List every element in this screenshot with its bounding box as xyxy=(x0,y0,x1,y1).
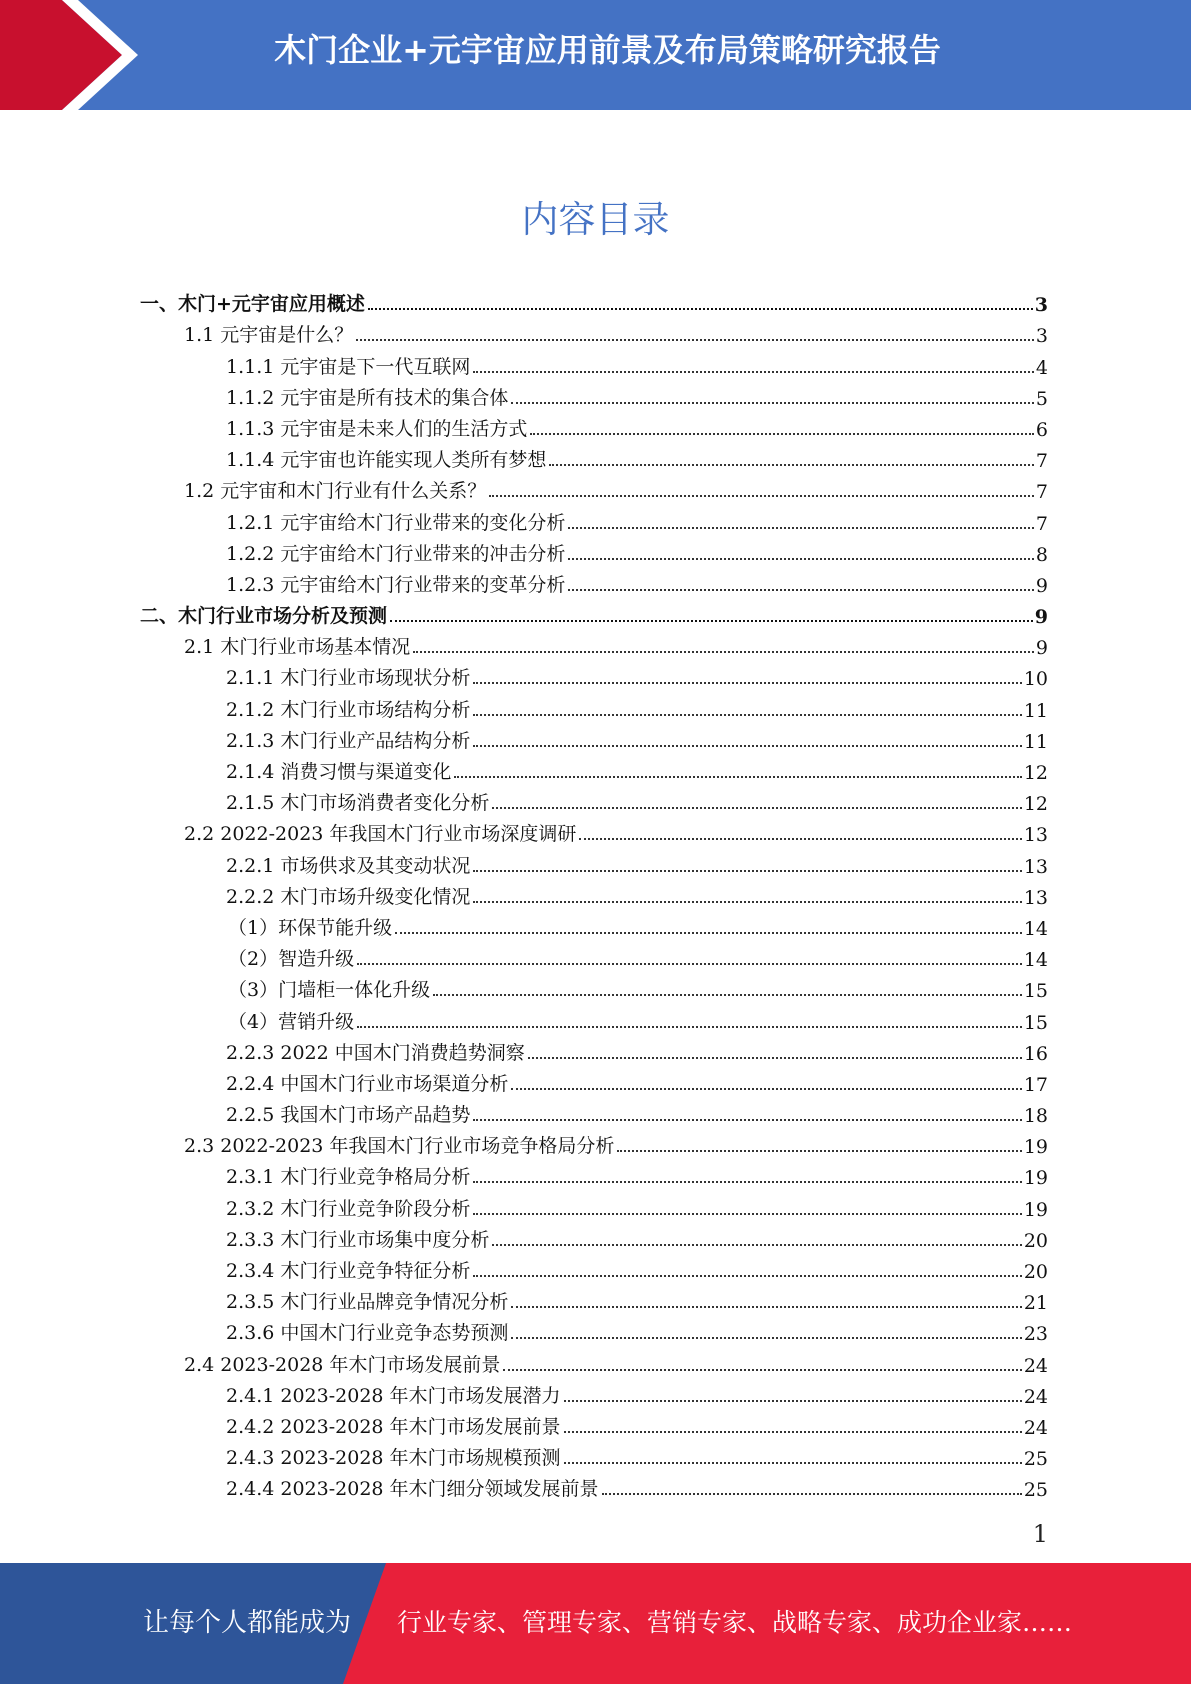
toc-entry-page: 11 xyxy=(1023,699,1048,722)
toc-entry[interactable] xyxy=(140,316,1048,347)
toc-entry-page: 10 xyxy=(1023,668,1048,691)
toc-entry-page: 6 xyxy=(1035,418,1048,441)
toc-entry-page: 19 xyxy=(1023,1198,1048,1221)
toc-entry-label: （1）环保节能升级 xyxy=(228,916,393,939)
toc-entry[interactable] xyxy=(140,1158,1048,1189)
toc-dot-leader xyxy=(473,1119,1021,1121)
footer-slogan-left: 让每个人都能成为 xyxy=(143,1608,352,1638)
toc-entry-page: 14 xyxy=(1023,917,1048,940)
toc-dot-leader xyxy=(489,495,1034,497)
toc-dot-leader xyxy=(473,371,1034,373)
toc-entry-page: 5 xyxy=(1035,387,1048,410)
toc-dot-leader xyxy=(528,1057,1022,1059)
toc-entry-label: 2.2.1 市场供求及其变动状况 xyxy=(226,854,471,877)
toc-entry[interactable] xyxy=(140,940,1048,971)
toc-entry-label: 2.1 木门行业市场基本情况 xyxy=(184,636,411,659)
toc-entry[interactable] xyxy=(140,722,1048,753)
toc-dot-leader xyxy=(357,1026,1022,1028)
toc-entry-label: 2.2 2022-2023 年我国木门行业市场深度调研 xyxy=(184,823,577,846)
toc-entry-page: 20 xyxy=(1023,1261,1048,1283)
toc-entry-page: 23 xyxy=(1023,1323,1048,1346)
toc-dot-leader xyxy=(433,994,1022,996)
toc-dot-leader xyxy=(473,1213,1021,1215)
toc-dot-leader xyxy=(492,1244,1021,1246)
toc-entry-label: 1.2.3 元宇宙给木门行业带来的变革分析 xyxy=(226,573,566,596)
toc-entry-label: 2.4.3 2023-2028 年木门市场规模预测 xyxy=(226,1447,561,1470)
toc-entry-page: 9 xyxy=(1035,637,1048,660)
toc-entry[interactable] xyxy=(140,347,1048,378)
toc-entry-page: 14 xyxy=(1023,949,1048,972)
toc-dot-leader xyxy=(530,433,1034,435)
toc-entry-label: 2.4.2 2023-2028 年木门市场发展前景 xyxy=(226,1415,561,1438)
toc-entry-label: 2.3.4 木门行业竞争特征分析 xyxy=(226,1260,471,1282)
toc-entry-label: 2.2.2 木门市场升级变化情况 xyxy=(226,885,471,908)
toc-dot-leader xyxy=(473,745,1021,747)
toc-entry[interactable] xyxy=(140,1065,1048,1096)
toc-dot-leader xyxy=(564,1431,1022,1433)
toc-entry-label: （2）智造升级 xyxy=(228,948,355,971)
toc-dot-leader xyxy=(473,1181,1021,1183)
toc-entry-label: 2.1.2 木门行业市场结构分析 xyxy=(226,698,471,721)
toc-entry-page: 19 xyxy=(1023,1136,1048,1159)
toc-entry[interactable] xyxy=(140,597,1048,628)
toc-entry-label: 1.1.2 元宇宙是所有技术的集合体 xyxy=(226,386,509,409)
toc-dot-leader xyxy=(473,682,1021,684)
toc-entry[interactable] xyxy=(140,1221,1048,1252)
toc-entry-label: 2.4 2023-2028 年木门市场发展前景 xyxy=(184,1353,501,1376)
toc-entry[interactable] xyxy=(140,628,1048,659)
toc-entry-label: 2.3.3 木门行业市场集中度分析 xyxy=(226,1228,490,1251)
toc-dot-leader xyxy=(357,963,1022,965)
toc-entry-label: 2.1.1 木门行业市场现状分析 xyxy=(226,667,471,690)
toc-entry[interactable] xyxy=(140,1470,1048,1501)
toc-dot-leader xyxy=(602,1493,1022,1495)
toc-entry-page: 12 xyxy=(1023,762,1048,784)
toc-entry[interactable] xyxy=(140,535,1048,566)
toc-dot-leader xyxy=(511,402,1034,404)
toc-entry[interactable] xyxy=(140,1252,1048,1283)
toc-entry-page: 3 xyxy=(1035,325,1048,348)
toc-entry[interactable] xyxy=(140,1314,1048,1345)
toc-entry-label: 1.1 元宇宙是什么？ xyxy=(184,324,354,347)
toc-entry-page: 9 xyxy=(1035,574,1048,597)
toc-entry-label: 2.1.5 木门市场消费者变化分析 xyxy=(226,792,490,815)
toc-entry[interactable] xyxy=(140,503,1048,534)
toc-entry[interactable] xyxy=(140,1377,1048,1408)
report-footer xyxy=(0,1563,1191,1684)
toc-entry-page: 13 xyxy=(1023,855,1048,878)
toc-dot-leader xyxy=(511,1088,1021,1090)
toc-entry-label: 1.2.2 元宇宙给木门行业带来的冲击分析 xyxy=(226,542,566,565)
toc-entry-label: 2.3.2 木门行业竞争阶段分析 xyxy=(226,1197,471,1220)
toc-dot-leader xyxy=(356,339,1034,341)
toc-entry-page: 7 xyxy=(1035,481,1048,504)
toc-entry[interactable] xyxy=(140,1189,1048,1220)
toc-entry-page: 12 xyxy=(1023,793,1048,816)
toc-entry[interactable] xyxy=(140,909,1048,940)
toc-entry-page: 13 xyxy=(1023,824,1048,847)
toc-entry-page: 15 xyxy=(1023,980,1048,1003)
toc-entry-label: 一、木门+元宇宙应用概述 xyxy=(140,293,365,316)
footer-slogan-right: 行业专家、管理专家、营销专家、战略专家、成功企业家…… xyxy=(397,1608,1073,1637)
toc-entry-page: 19 xyxy=(1023,1167,1048,1190)
toc-entry-page: 24 xyxy=(1023,1416,1048,1439)
toc-entry-page: 13 xyxy=(1023,886,1048,909)
toc-entry[interactable] xyxy=(140,1345,1048,1376)
toc-entry-label: 1.2 元宇宙和木门行业有什么关系？ xyxy=(184,480,487,503)
toc-entry[interactable] xyxy=(140,1439,1048,1470)
toc-entry-page: 24 xyxy=(1023,1385,1048,1408)
toc-entry[interactable] xyxy=(140,846,1048,877)
toc-entry-label: 2.4.4 2023-2028 年木门细分领域发展前景 xyxy=(226,1478,599,1501)
toc-entry-page: 7 xyxy=(1035,512,1048,535)
toc-entry[interactable] xyxy=(140,659,1048,690)
toc-entry-page: 8 xyxy=(1035,543,1048,566)
toc-dot-leader xyxy=(473,714,1021,716)
toc-dot-leader xyxy=(395,932,1022,934)
toc-entry-label: 2.3.5 木门行业品牌竞争情况分析 xyxy=(226,1291,509,1314)
toc-entry[interactable] xyxy=(140,285,1048,316)
toc-entry-label: 2.3 2022-2023 年我国木门行业市场竞争格局分析 xyxy=(184,1135,615,1158)
toc-entry[interactable] xyxy=(140,379,1048,410)
toc-dot-leader xyxy=(579,838,1021,840)
toc-entry-label: 二、木门行业市场分析及预测 xyxy=(140,605,388,628)
toc-entry[interactable] xyxy=(140,878,1048,909)
toc-entry[interactable] xyxy=(140,690,1048,721)
toc-entry[interactable] xyxy=(140,784,1048,815)
toc-entry[interactable] xyxy=(140,1002,1048,1033)
toc-entry-label: 2.1.3 木门行业产品结构分析 xyxy=(226,729,471,752)
toc-entry[interactable] xyxy=(140,971,1048,1002)
toc-entry-page: 7 xyxy=(1035,450,1048,473)
toc-entry[interactable] xyxy=(140,1283,1048,1314)
toc-entry-page: 11 xyxy=(1023,730,1048,753)
toc-entry-page: 24 xyxy=(1023,1354,1048,1377)
toc-entry-label: 2.2.5 我国木门市场产品趋势 xyxy=(226,1104,471,1127)
toc-dot-leader xyxy=(473,901,1021,903)
toc-dot-leader xyxy=(503,1369,1021,1371)
toc-entry-label: 2.3.1 木门行业竞争格局分析 xyxy=(226,1166,471,1189)
toc-dot-leader xyxy=(564,1400,1022,1402)
toc-entry-label: 1.1.4 元宇宙也许能实现人类所有梦想 xyxy=(226,449,547,472)
toc-entry[interactable] xyxy=(140,441,1048,472)
toc-dot-leader xyxy=(511,1337,1021,1339)
toc-entry-label: （4）营销升级 xyxy=(228,1010,355,1033)
toc-dot-leader xyxy=(568,558,1034,560)
toc-entry[interactable] xyxy=(140,472,1048,503)
toc-entry-page: 20 xyxy=(1023,1229,1048,1252)
toc-entry-label: 1.2.1 元宇宙给木门行业带来的变化分析 xyxy=(226,511,566,534)
toc-entry-label: 1.1.3 元宇宙是未来人们的生活方式 xyxy=(226,417,528,440)
toc-entry[interactable] xyxy=(140,566,1048,597)
toc-entry-label: 2.4.1 2023-2028 年木门市场发展潜力 xyxy=(226,1384,561,1407)
toc-dot-leader xyxy=(564,1462,1022,1464)
toc-entry[interactable] xyxy=(140,1096,1048,1127)
toc-dot-leader xyxy=(413,651,1034,653)
toc-entry-label: （3）门墙柜一体化升级 xyxy=(228,979,431,1002)
toc-entry-page: 16 xyxy=(1023,1042,1048,1065)
toc-dot-leader xyxy=(617,1150,1021,1152)
toc-entry[interactable] xyxy=(140,410,1048,441)
toc-dot-leader xyxy=(549,464,1034,466)
toc-entry-page: 9 xyxy=(1034,606,1048,629)
toc-dot-leader xyxy=(473,870,1021,872)
toc-dot-leader xyxy=(511,1306,1021,1308)
toc-entry-page: 18 xyxy=(1023,1105,1048,1128)
toc-entry[interactable] xyxy=(140,1408,1048,1439)
toc-entry-page: 4 xyxy=(1035,356,1048,379)
toc-entry-label: 2.2.4 中国木门行业市场渠道分析 xyxy=(226,1072,509,1095)
toc-dot-leader xyxy=(492,807,1021,809)
toc-entry[interactable] xyxy=(140,1034,1048,1065)
report-title: 木门企业+元宇宙应用前景及布局策略研究报告 xyxy=(274,31,941,69)
report-header xyxy=(0,0,1191,110)
toc-dot-leader xyxy=(390,620,1033,622)
toc-entry-label: 2.2.3 2022 中国木门消费趋势洞察 xyxy=(226,1041,525,1064)
toc-entry-page: 3 xyxy=(1034,294,1048,317)
toc-entry[interactable] xyxy=(140,753,1048,784)
toc-entry-page: 25 xyxy=(1023,1448,1048,1471)
toc-dot-leader xyxy=(368,308,1033,310)
page-number: 1 xyxy=(1032,1520,1048,1548)
toc-entry[interactable] xyxy=(140,815,1048,846)
table-of-contents xyxy=(140,285,1048,1501)
toc-entry-page: 15 xyxy=(1023,1011,1048,1034)
toc-heading: 内容目录 xyxy=(521,198,670,241)
toc-entry-page: 17 xyxy=(1023,1073,1048,1096)
toc-entry-label: 1.1.1 元宇宙是下一代互联网 xyxy=(226,355,471,378)
toc-dot-leader xyxy=(568,527,1034,529)
toc-entry-label: 2.3.6 中国木门行业竞争态势预测 xyxy=(226,1322,509,1345)
toc-dot-leader xyxy=(473,1275,1021,1277)
toc-entry[interactable] xyxy=(140,1127,1048,1158)
toc-dot-leader xyxy=(454,776,1021,778)
toc-entry-label: 2.1.4 消费习惯与渠道变化 xyxy=(226,761,452,783)
toc-entry-page: 25 xyxy=(1023,1479,1048,1502)
toc-dot-leader xyxy=(568,589,1034,591)
toc-entry-page: 21 xyxy=(1023,1292,1048,1315)
